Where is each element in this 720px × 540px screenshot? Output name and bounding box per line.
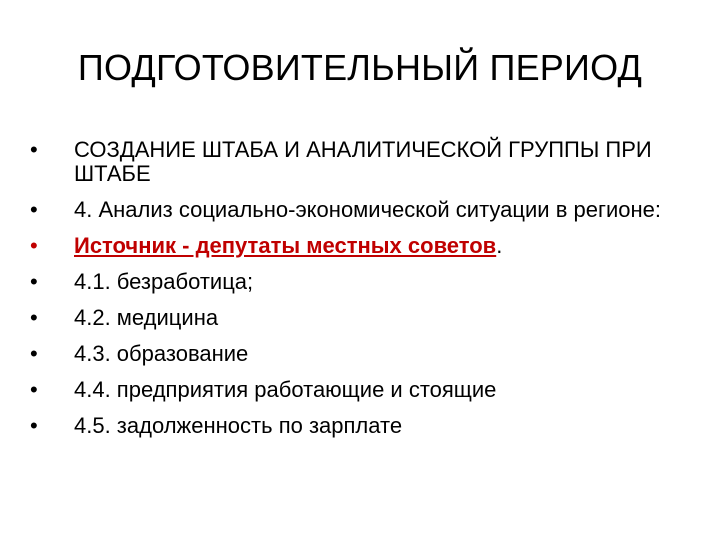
list-item-highlighted — [30, 234, 690, 258]
list-item — [30, 270, 690, 294]
list-item — [30, 138, 690, 186]
list-item — [30, 198, 690, 222]
bullet-icon: • — [30, 341, 38, 366]
list-item-text: 4.3. образование — [74, 341, 249, 366]
slide-title: ПОДГОТОВИТЕЛЬНЫЙ ПЕРИОД — [77, 47, 643, 88]
list-item-text: 4.4. предприятия работающие и стоящие — [74, 377, 497, 402]
list-item — [30, 378, 690, 402]
bullet-icon: • — [30, 233, 38, 258]
bullet-icon: • — [30, 305, 38, 330]
bullet-icon: • — [30, 377, 38, 402]
list-item-suffix: . — [496, 233, 503, 258]
list-item — [30, 342, 690, 366]
list-item-text: СОЗДАНИЕ ШТАБА И АНАЛИТИЧЕСКОЙ ГРУППЫ ПРИ ШТАБЕ — [74, 137, 652, 186]
bullet-icon: • — [30, 269, 38, 294]
list-item-text: 4.1. безработица; — [74, 269, 254, 294]
list-item-text: 4. Анализ социально-экономической ситуации в регионе: — [74, 197, 662, 222]
source-highlight-text: Источник - депутаты местных советов — [74, 233, 497, 258]
list-item — [30, 306, 690, 330]
list-item-text: 4.5. задолженность по зарплате — [74, 413, 403, 438]
bullet-list — [30, 138, 690, 450]
list-item — [30, 414, 690, 438]
bullet-icon: • — [30, 197, 38, 222]
bullet-icon: • — [30, 413, 38, 438]
bullet-icon: • — [30, 137, 38, 162]
list-item-text: 4.2. медицина — [74, 305, 219, 330]
